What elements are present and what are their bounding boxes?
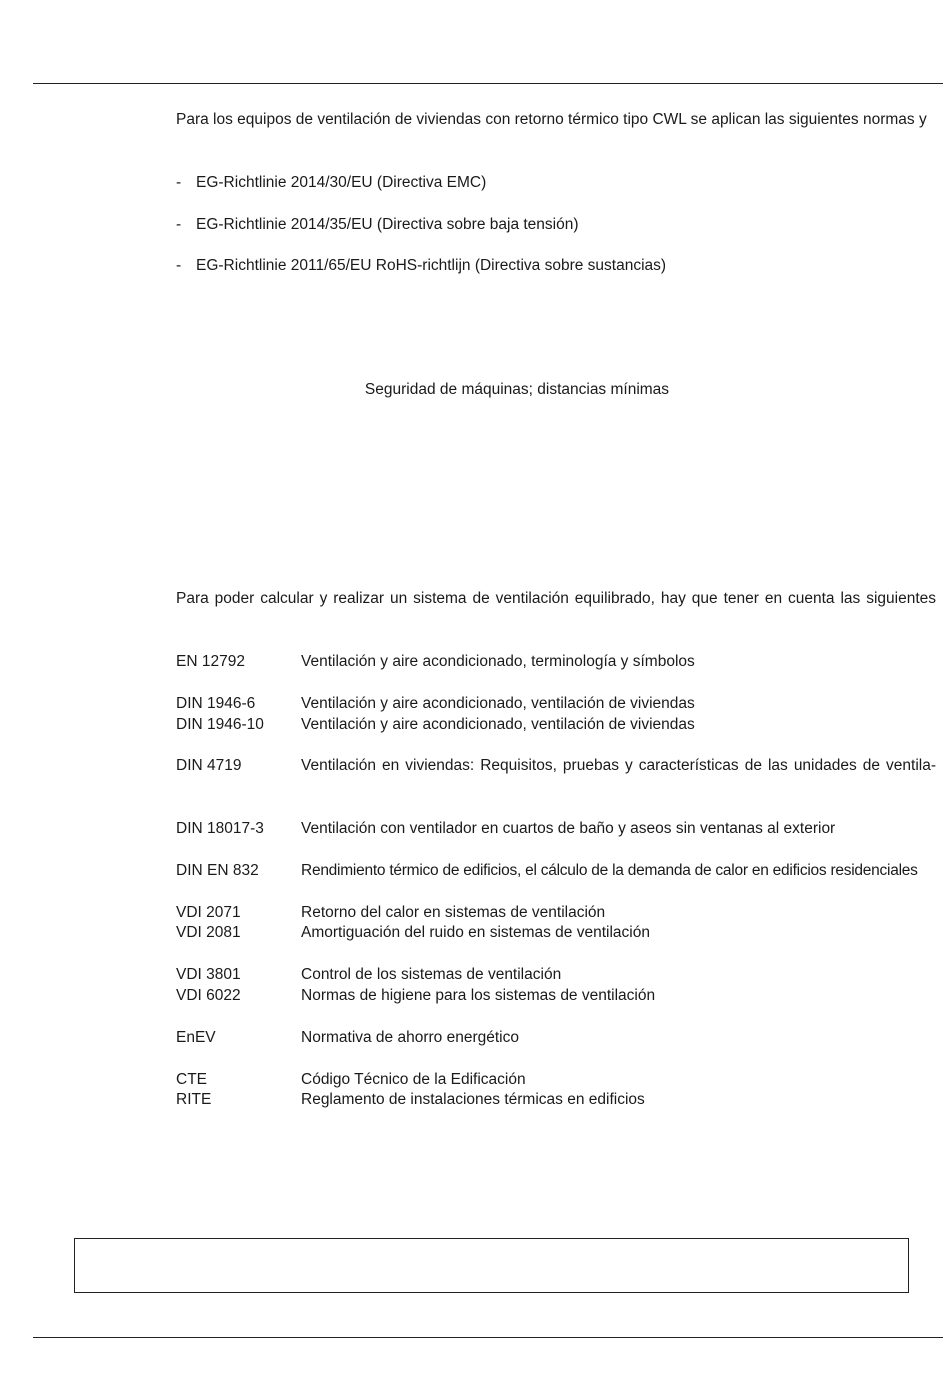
directives-intro: Para los equipos de ventilación de viviendas con retorno térmico tipo CWL se aplican las siguientes normas y [176, 111, 927, 128]
norm-row [176, 1028, 936, 1049]
empty-note-box [74, 1238, 909, 1293]
directive-text: EG-Richtlinie 2014/35/EU (Directiva sobre baja tensión) [196, 215, 579, 233]
norm-row [176, 819, 936, 840]
norm-row [176, 715, 936, 736]
norm-row [176, 1070, 936, 1091]
norm-description: Control de los sistemas de ventilación [301, 966, 562, 984]
norm-row [176, 923, 936, 944]
norm-row [176, 652, 936, 673]
norms-table [176, 652, 936, 1132]
norm-code: DIN 1946-10 [176, 715, 264, 733]
list-item [176, 174, 666, 216]
norm-description: Amortiguación del ruido en sistemas de ventilación [301, 924, 650, 942]
norm-row [176, 694, 936, 715]
directive-text: EG-Richtlinie 2011/65/EU RoHS-richtlijn (Directiva sobre sustancias) [196, 257, 667, 274]
list-item [176, 216, 666, 258]
norm-description: Retorno del calor en sistemas de ventilación [301, 903, 606, 921]
norm-description: Reglamento de instalaciones térmicas en edificios [301, 1091, 645, 1109]
bullet-dash: - [176, 174, 182, 191]
norm-code: EnEV [176, 1028, 216, 1046]
bullet-dash: - [176, 257, 182, 274]
norm-code: DIN 1946-6 [176, 694, 256, 712]
norm-code: VDI 2071 [176, 903, 241, 921]
norm-description: Normativa de ahorro energético [301, 1028, 519, 1046]
norm-code: VDI 6022 [176, 986, 241, 1004]
machine-safety-line: Seguridad de máquinas; distancias mínimas [364, 381, 670, 398]
norms-intro: Para poder calcular y realizar un sistema de ventilación equilibrado, hay que tener en cuenta las siguientes [176, 590, 936, 607]
list-item [176, 257, 666, 299]
norm-description: Rendimiento térmico de edificios, el cálculo de la demanda de calor en edificios residenciales [301, 861, 918, 879]
norm-row [176, 861, 936, 882]
norm-row [176, 756, 936, 777]
footer-rule [33, 1337, 943, 1338]
norm-description: Ventilación y aire acondicionado, terminología y símbolos [301, 653, 695, 670]
norm-code: DIN EN 832 [176, 861, 259, 879]
norm-code: EN 12792 [176, 653, 245, 670]
header-rule [33, 83, 943, 84]
norm-description: Ventilación con ventilador en cuartos de baño y aseos sin ventanas al exterior [301, 819, 836, 837]
norm-code: VDI 3801 [176, 966, 241, 984]
norm-description: Ventilación y aire acondicionado, ventilación de viviendas [301, 715, 695, 733]
norm-code: RITE [176, 1091, 212, 1109]
norm-code: VDI 2081 [176, 924, 241, 942]
norm-row [176, 903, 936, 924]
norm-description: Código Técnico de la Edificación [301, 1070, 526, 1088]
norm-code: CTE [176, 1070, 207, 1088]
norm-code: DIN 18017-3 [176, 819, 264, 837]
norm-row [176, 986, 936, 1007]
norm-row [176, 965, 936, 986]
norm-description: Ventilación y aire acondicionado, ventilación de viviendas [301, 694, 695, 712]
bullet-dash: - [176, 215, 182, 233]
norm-row [176, 1090, 936, 1111]
norm-code: DIN 4719 [176, 757, 242, 775]
directive-text: EG-Richtlinie 2014/30/EU (Directiva EMC) [196, 174, 487, 191]
norm-description: Ventilación en viviendas: Requisitos, pruebas y características de las unidades de ventila- [301, 757, 936, 775]
directives-list [176, 174, 666, 299]
norm-description: Normas de higiene para los sistemas de ventilación [301, 986, 656, 1004]
